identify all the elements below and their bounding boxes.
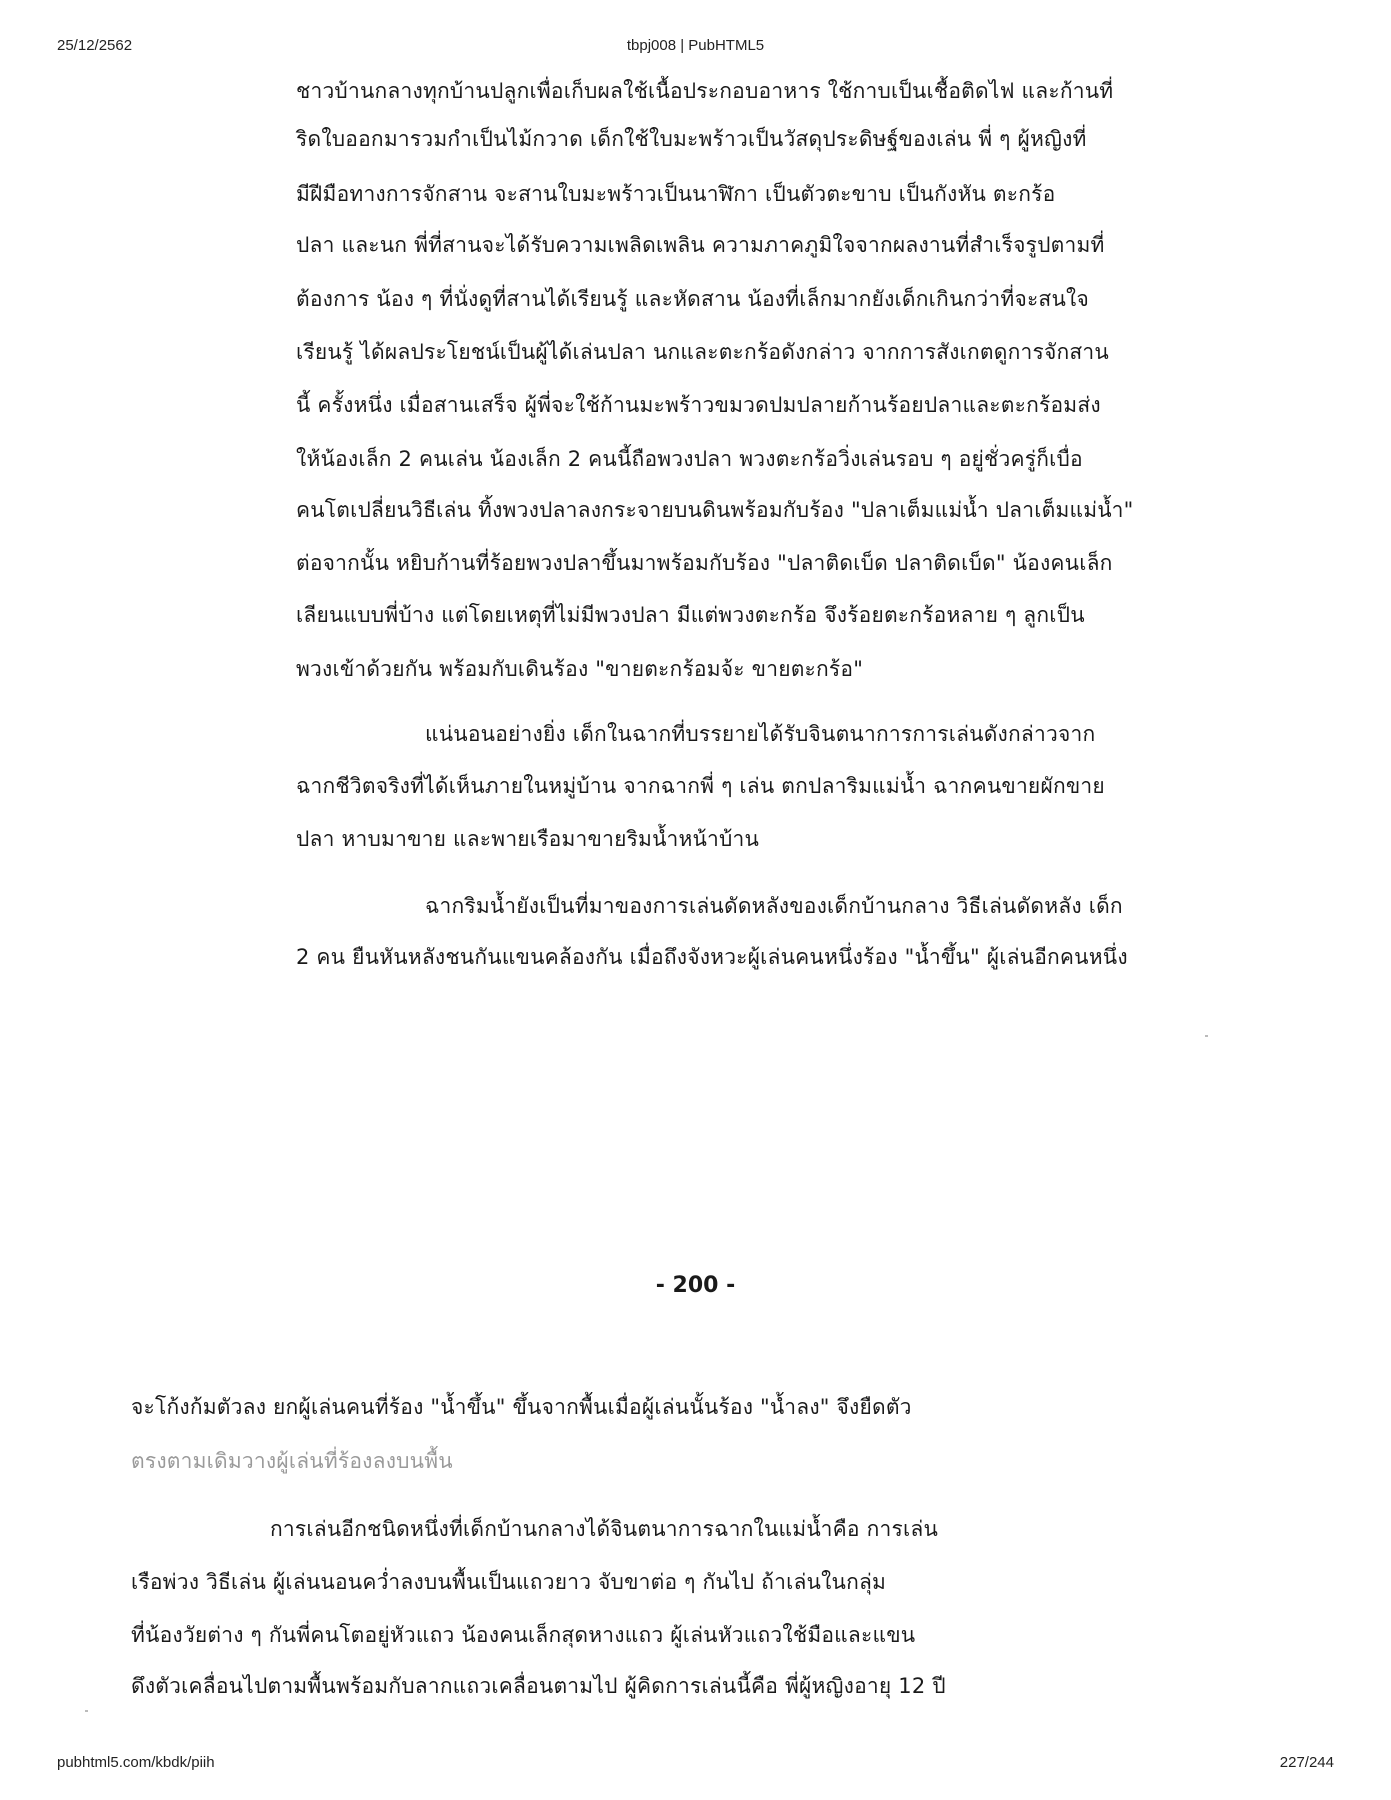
text-line: เรือพ่วง วิธีเล่น ผู้เล่นนอนคว่ำลงบนพื้นเป็นแถวยาว จับขาต่อ ๆ กันไป ถ้าเล่นในกลุ่ม <box>131 1570 887 1594</box>
text-line: ฉากริมน้ำยังเป็นที่มาของการเล่นดัดหลังของเด็กบ้านกลาง วิธีเล่นดัดหลัง เด็ก <box>425 894 1123 918</box>
browser-date: 25/12/2562 <box>57 37 133 54</box>
page-number: - 200 - <box>655 1273 736 1298</box>
text-line: แน่นอนอย่างยิ่ง เด็กในฉากที่บรรยายได้รับจินตนาการการเล่นดังกล่าวจาก <box>425 722 1096 746</box>
text-line: การเล่นอีกชนิดหนึ่งที่เด็กบ้านกลางได้จินตนาการฉากในแม่น้ำคือ การเล่น <box>270 1517 938 1541</box>
pubhtml5-url[interactable]: pubhtml5.com/kbdk/piih <box>57 1754 215 1771</box>
text-line: ดึงตัวเคลื่อนไปตามพื้นพร้อมกับลากแถวเคลื่อนตามไป ผู้คิดการเล่นนี้คือ พี่ผู้หญิงอายุ 12 ปี <box>131 1674 946 1698</box>
text-line: พวงเข้าด้วยกัน พร้อมกับเดินร้อง "ขายตะกร้อมจ้ะ ขายตะกร้อ" <box>296 657 864 681</box>
text-line: ฉากชีวิตจริงที่ได้เห็นภายในหมู่บ้าน จากฉากพี่ ๆ เล่น ตกปลาริมแม่น้ำ ฉากคนขายผักขาย <box>296 774 1105 798</box>
text-line: ที่น้องวัยต่าง ๆ กันพี่คนโตอยู่หัวแถว น้องคนเล็กสุดหางแถว ผู้เล่นหัวแถวใช้มือและแขน <box>131 1623 916 1647</box>
text-line: นี้ ครั้งหนึ่ง เมื่อสานเสร็จ ผู้พี่จะใช้ก้านมะพร้าวขมวดปมปลายก้านร้อยปลาและตะกร้อมส่ง <box>296 393 1101 417</box>
text-line: มีฝีมือทางการจักสาน จะสานใบมะพร้าวเป็นนาฬิกา เป็นตัวตะขาบ เป็นกังหัน ตะกร้อ <box>296 182 1056 206</box>
text-line: ให้น้องเล็ก 2 คนเล่น น้องเล็ก 2 คนนี้ถือพวงปลา พวงตะกร้อวิ่งเล่นรอบ ๆ อยู่ชั่วครู่ก็เบื่อ <box>296 447 1083 471</box>
browser-page-title: tbpj008 | PubHTML5 <box>626 37 765 54</box>
text-line: 2 คน ยืนหันหลังชนกันแขนคล้องกัน เมื่อถึงจังหวะผู้เล่นคนหนึ่งร้อง "น้ำขึ้น" ผู้เล่นอีกคนหนึ่ง <box>296 945 1128 969</box>
page-counter: 227/244 <box>1279 1754 1334 1771</box>
text-line: ปลา หาบมาขาย และพายเรือมาขายริมน้ำหน้าบ้าน <box>296 827 760 851</box>
text-line: ชาวบ้านกลางทุกบ้านปลูกเพื่อเก็บผลใช้เนื้อประกอบอาหาร ใช้กาบเป็นเชื้อติดไฟ และก้านที่ <box>296 79 1114 103</box>
text-line: ริดใบออกมารวมกำเป็นไม้กวาด เด็กใช้ใบมะพร้าวเป็นวัสดุประดิษฐ์ของเล่น พี่ ๆ ผู้หญิงที่ <box>296 127 1087 151</box>
text-line: เรียนรู้ ได้ผลประโยชน์เป็นผู้ได้เล่นปลา นกและตะกร้อดังกล่าว จากการสังเกตดูการจักสาน <box>296 340 1109 364</box>
scan-speck <box>1205 1035 1208 1037</box>
text-line: เลียนแบบพี่บ้าง แต่โดยเหตุที่ไม่มีพวงปลา มีแต่พวงตะกร้อ จึงร้อยตะกร้อหลาย ๆ ลูกเป็น <box>296 603 1085 627</box>
text-line: ต้องการ น้อง ๆ ที่นั่งดูที่สานได้เรียนรู้ และหัดสาน น้องที่เล็กมากยังเด็กเกินกว่าที่จะสนใจ <box>296 287 1089 311</box>
text-line: คนโตเปลี่ยนวิธีเล่น ทิ้งพวงปลาลงกระจายบนดินพร้อมกับร้อง "ปลาเต็มแม่น้ำ ปลาเต็มแม่น้ำ" <box>296 498 1134 522</box>
text-line: ต่อจากนั้น หยิบก้านที่ร้อยพวงปลาขึ้นมาพร้อมกับร้อง "ปลาติดเบ็ด ปลาติดเบ็ด" น้องคนเล็ก <box>296 551 1113 575</box>
scan-speck <box>85 1710 88 1712</box>
text-line: ตรงตามเดิมวางผู้เล่นที่ร้องลงบนพื้น <box>131 1449 453 1473</box>
text-line: ปลา และนก พี่ที่สานจะได้รับความเพลิดเพลิน ความภาคภูมิใจจากผลงานที่สำเร็จรูปตามที่ <box>296 233 1105 257</box>
text-line: จะโก้งก้มตัวลง ยกผู้เล่นคนที่ร้อง "น้ำขึ้น" ขึ้นจากพื้นเมื่อผู้เล่นนั้นร้อง "น้ำลง" จึงยืดตัว <box>131 1395 912 1419</box>
